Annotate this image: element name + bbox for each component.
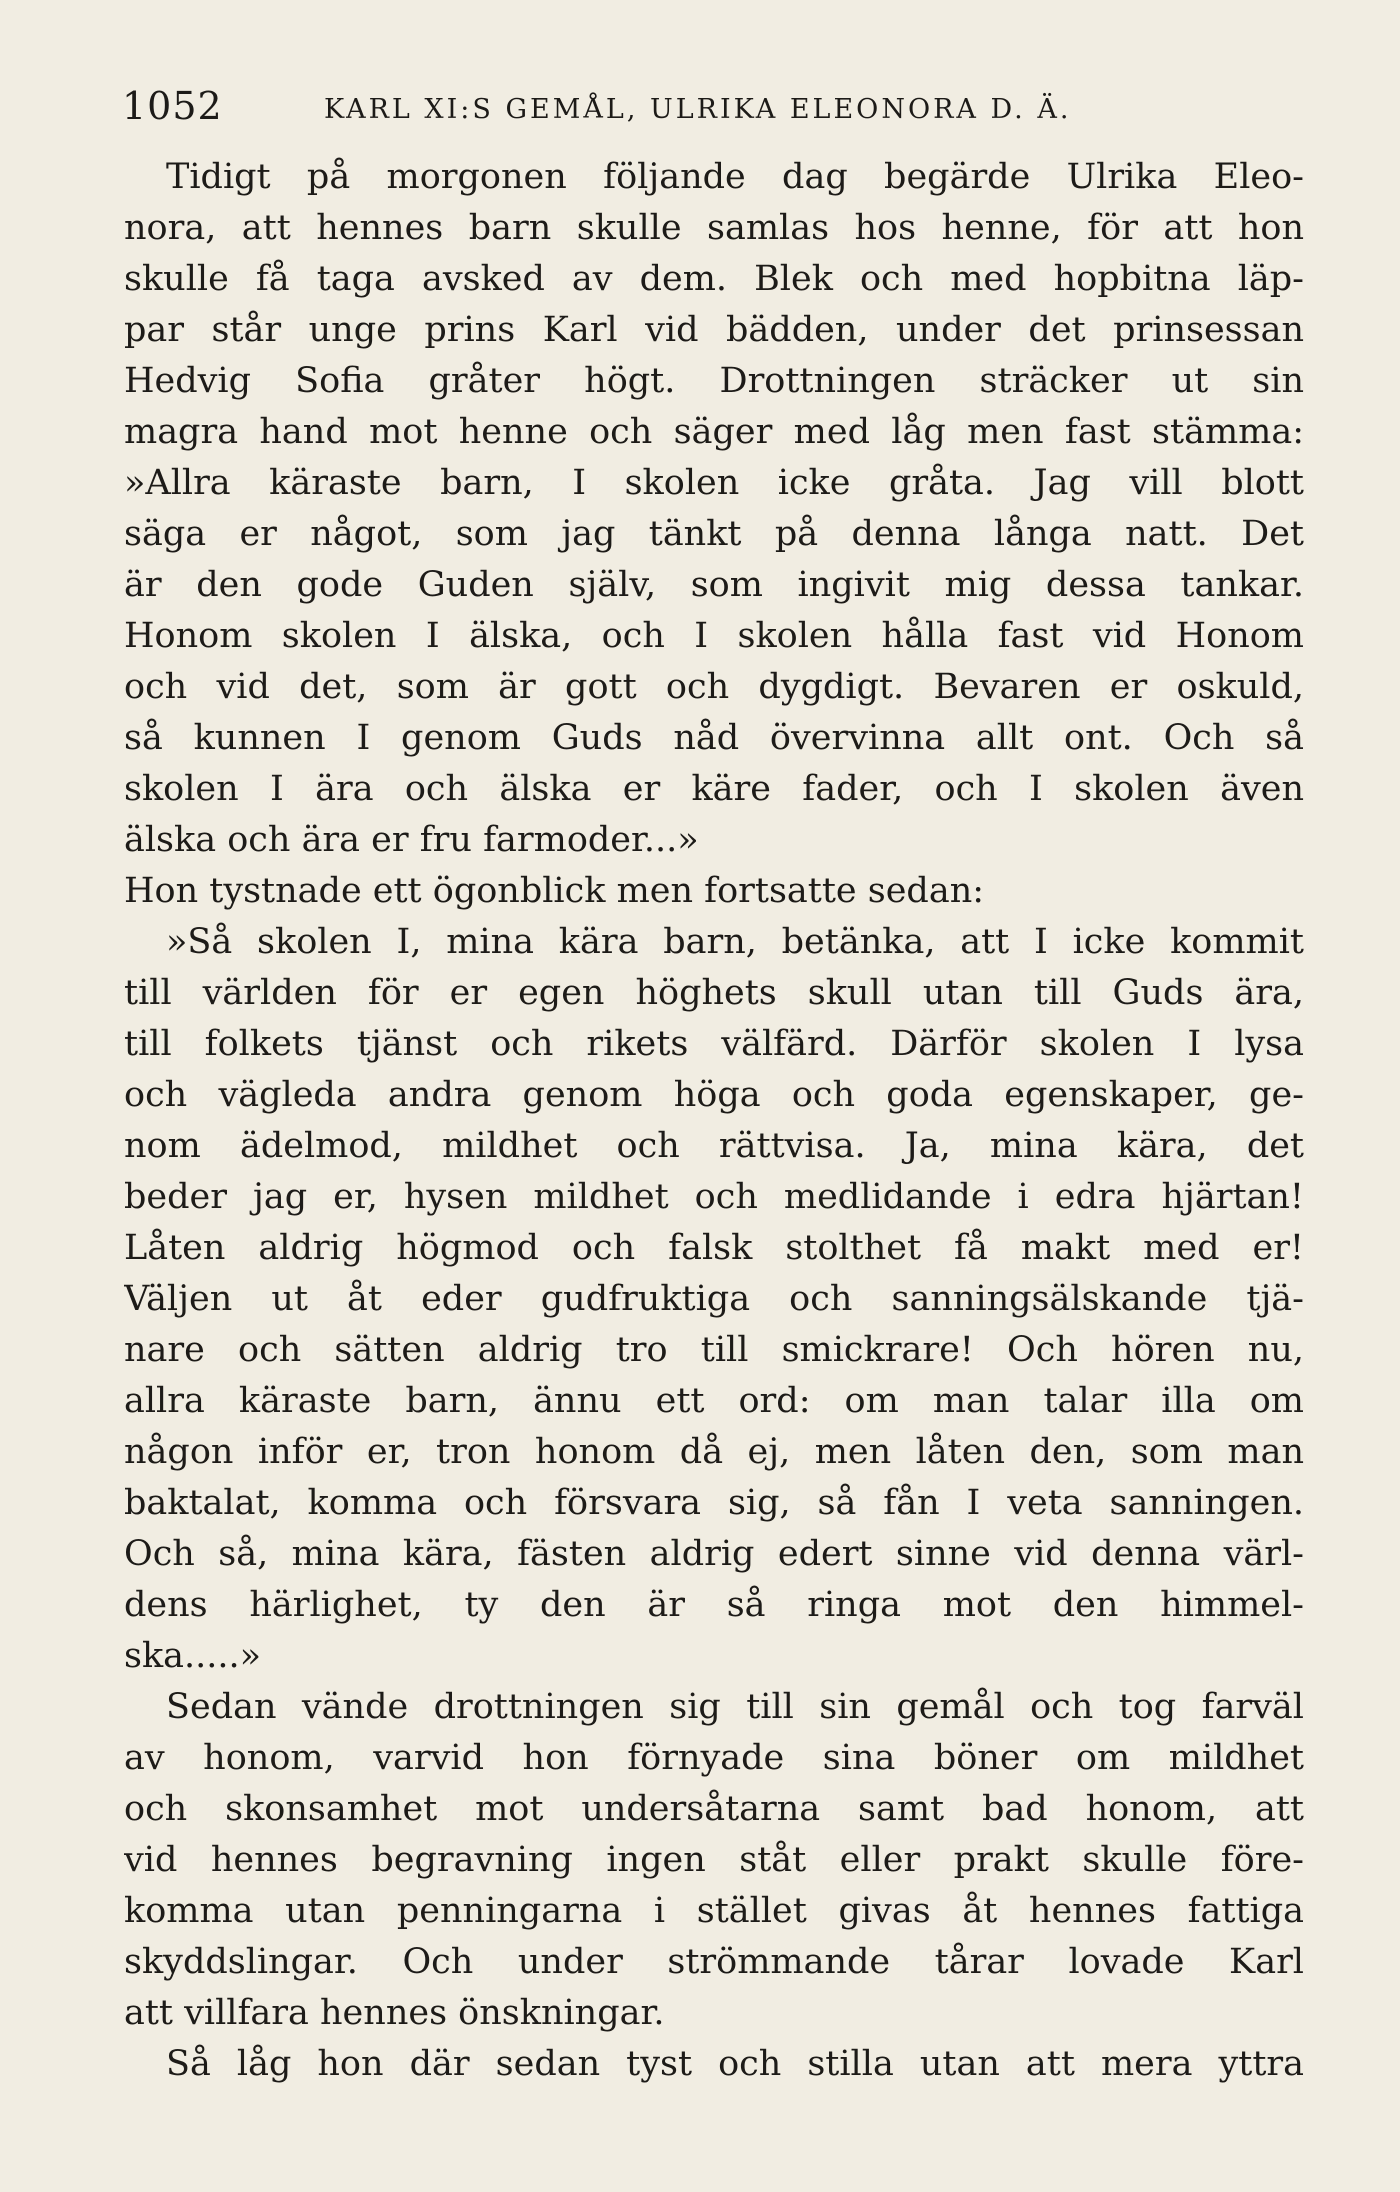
text-line: »Allra käraste barn, I skolen icke gråta. Jag vill blott — [124, 463, 1304, 503]
text-line: Honom skolen I älska, och I skolen hålla fast vid Honom — [124, 616, 1304, 656]
text-line: Hon tystnade ett ögonblick men fortsatte sedan: — [124, 871, 985, 911]
text-line: och vid det, som är gott och dygdigt. Bevaren er oskuld, — [124, 667, 1304, 707]
text-line: vid hennes begravning ingen ståt eller prakt skulle före- — [124, 1840, 1304, 1880]
text-line: skolen I ära och älska er käre fader, och I skolen även — [124, 769, 1304, 809]
text-line: och skonsamhet mot undersåtarna samt bad honom, att — [124, 1789, 1304, 1829]
text-line: dens härlighet, ty den är så ringa mot den himmel- — [124, 1585, 1304, 1625]
text-line: älska och ära er fru farmoder...» — [124, 820, 699, 860]
text-line: Tidigt på morgonen följande dag begärde Ulrika Eleo- — [166, 157, 1304, 197]
text-line: att villfara hennes önskningar. — [124, 1993, 665, 2033]
text-line: par står unge prins Karl vid bädden, under det prinsessan — [124, 310, 1304, 350]
text-line: och vägleda andra genom höga och goda egenskaper, ge- — [124, 1075, 1304, 1115]
text-line: nare och sätten aldrig tro till smickrare! Och hören nu, — [124, 1330, 1304, 1370]
text-line: till folkets tjänst och rikets välfärd. Därför skolen I lysa — [124, 1024, 1304, 1064]
text-line: säga er något, som jag tänkt på denna långa natt. Det — [124, 514, 1304, 554]
text-line: skulle få taga avsked av dem. Blek och med hopbitna läp- — [124, 259, 1304, 299]
text-line: Sedan vände drottningen sig till sin gemål och tog farväl — [166, 1687, 1304, 1727]
text-line: är den gode Guden själv, som ingivit mig dessa tankar. — [124, 565, 1304, 605]
text-line: magra hand mot henne och säger med låg men fast stämma: — [124, 412, 1304, 452]
text-body — [124, 152, 1304, 2090]
text-line: baktalat, komma och försvara sig, så fån I veta sanningen. — [124, 1483, 1304, 1523]
text-line: till världen för er egen höghets skull utan till Guds ära, — [124, 973, 1304, 1013]
text-line: skyddslingar. Och under strömmande tårar lovade Karl — [124, 1942, 1304, 1982]
running-head: KARL XI:S GEMÅL, ULRIKA ELEONORA D. Ä. — [324, 94, 1072, 125]
text-line: komma utan penningarna i stället givas åt hennes fattiga — [124, 1891, 1304, 1931]
text-line: så kunnen I genom Guds nåd övervinna allt ont. Och så — [124, 718, 1304, 758]
page-header — [122, 84, 1302, 134]
text-line: nom ädelmod, mildhet och rättvisa. Ja, mina kära, det — [124, 1126, 1304, 1166]
text-line: Hedvig Sofia gråter högt. Drottningen sträcker ut sin — [124, 361, 1304, 401]
text-line: någon inför er, tron honom då ej, men låten den, som man — [124, 1432, 1304, 1472]
text-line: Och så, mina kära, fästen aldrig edert sinne vid denna värl- — [124, 1534, 1304, 1574]
text-line: nora, att hennes barn skulle samlas hos henne, för att hon — [124, 208, 1304, 248]
text-line: Låten aldrig högmod och falsk stolthet få makt med er! — [124, 1228, 1304, 1268]
text-line: av honom, varvid hon förnyade sina böner om mildhet — [124, 1738, 1304, 1778]
text-line: ska.....» — [124, 1636, 262, 1676]
text-line: beder jag er, hysen mildhet och medlidande i edra hjärtan! — [124, 1177, 1304, 1217]
text-line: »Så skolen I, mina kära barn, betänka, att I icke kommit — [166, 922, 1304, 962]
text-line: allra käraste barn, ännu ett ord: om man talar illa om — [124, 1381, 1304, 1421]
text-line: Så låg hon där sedan tyst och stilla utan att mera yttra — [166, 2044, 1304, 2084]
text-line: Väljen ut åt eder gudfruktiga och sanningsälskande tjä- — [124, 1279, 1304, 1319]
page-number: 1052 — [122, 84, 223, 128]
